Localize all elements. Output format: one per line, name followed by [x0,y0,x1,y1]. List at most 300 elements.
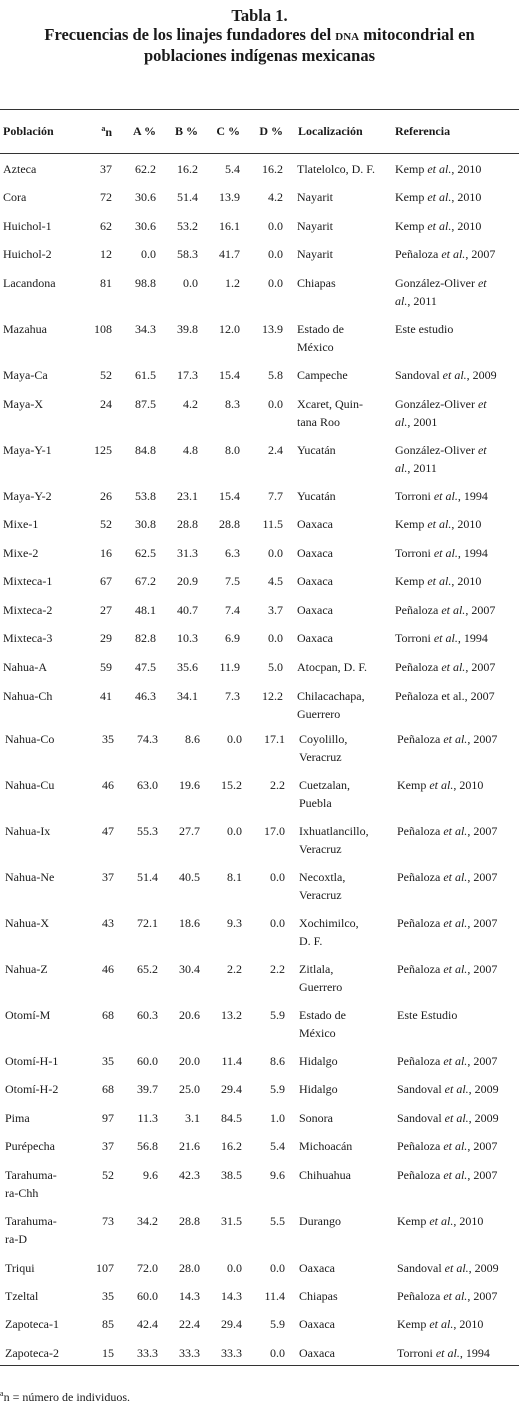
cell-text: Chilacachapa, [297,689,365,703]
cell-line [397,1259,499,1277]
italic-text: et al. [443,1289,468,1303]
cell-line [299,748,347,766]
cell-c: 8.3 [225,397,240,411]
cell-pob [5,1315,59,1333]
cell-pob [5,868,54,886]
cell-line [299,1006,346,1024]
cell-text: Guerrero [297,707,341,721]
cell-text: Tarahuma- [5,1214,57,1228]
cell-n: 26 [100,489,112,503]
cell-text: Maya-Ca [3,368,48,382]
cell-c: 0.0 [227,824,242,838]
cell-n: 68 [102,1008,114,1022]
cell-text: Kemp [395,190,428,204]
cell-ref [395,320,453,338]
italic-text: et al. [429,1214,454,1228]
cell-text: , 2011 [407,294,437,308]
cell-line [299,1212,341,1230]
cell-a: 84.8 [135,443,156,457]
cell-text: Kemp [397,1214,430,1228]
cell-loc [299,1315,335,1333]
bottom-rule [0,1365,519,1366]
cell-c: 15.4 [219,489,240,503]
cell-a: 39.7 [137,1082,158,1096]
cell-text: México [297,340,334,354]
cell-c: 13.2 [221,1008,242,1022]
cell-ref [395,395,487,431]
cell-text: , 2009 [468,1082,499,1096]
italic-text: et al. [443,1168,468,1182]
cell-line [297,160,375,178]
cell-line [395,160,481,178]
cell-line [5,1287,38,1305]
cell-ref [397,868,497,886]
cell-line [3,245,52,263]
italic-text: et al. [441,603,466,617]
cell-line [299,960,342,978]
cell-n: 46 [102,778,114,792]
cell-line [395,413,487,431]
cell-text: Peñaloza [397,870,444,884]
cell-text: Durango [299,1214,341,1228]
cell-text: , 2007 [467,1289,498,1303]
footnote-text: n = número de individuos. [3,1390,130,1404]
cell-text: Chihuahua [299,1168,351,1182]
cell-text: , 2010 [451,219,482,233]
cell-n: 43 [102,916,114,930]
header-n-superscript: a [101,124,106,133]
cell-text: , 1994 [457,489,488,503]
italic-text: et [477,397,487,411]
cell-text: Peñaloza [397,962,444,976]
cell-c: 84.5 [221,1111,242,1125]
cell-text: Este Estudio [397,1008,458,1022]
cell-a: 60.0 [137,1289,158,1303]
italic-text: et al. [427,162,452,176]
cell-pob [3,188,26,206]
cell-line [299,730,347,748]
cell-line [395,572,481,590]
cell-loc [297,160,375,178]
cell-text: González-Oliver [395,276,478,290]
cell-line [3,572,52,590]
cell-b: 25.0 [179,1082,200,1096]
cell-text: Nahua-Cu [5,778,55,792]
cell-c: 9.3 [227,916,242,930]
cell-text: Nahua-Z [5,962,48,976]
cell-line [297,658,367,676]
cell-text: Sonora [299,1111,333,1125]
italic-text: et al. [444,1082,469,1096]
cell-loc [299,1109,333,1127]
cell-line [3,320,47,338]
cell-line [395,601,495,619]
cell-d: 5.4 [270,1139,285,1153]
cell-line [299,822,369,840]
cell-b: 21.6 [179,1139,200,1153]
cell-c: 0.0 [227,1261,242,1275]
cell-d: 16.2 [262,162,283,176]
cell-line [299,1259,335,1277]
cell-c: 2.2 [227,962,242,976]
cell-text: Oaxaca [297,603,333,617]
cell-n: 46 [102,962,114,976]
cell-n: 15 [102,1346,114,1360]
cell-text: Peñaloza [397,1054,444,1068]
cell-c: 1.2 [225,276,240,290]
cell-line [299,1080,338,1098]
italic-text: et al. [443,824,468,838]
cell-text: Oaxaca [299,1317,335,1331]
cell-ref [395,245,495,263]
cell-a: 30.8 [135,517,156,531]
cell-line [395,658,495,676]
cell-d: 0.0 [268,276,283,290]
cell-line [297,601,333,619]
cell-a: 53.8 [135,489,156,503]
cell-n: 68 [102,1082,114,1096]
cell-a: 42.4 [137,1317,158,1331]
cell-text: Mixteca-2 [3,603,53,617]
cell-text: Tlatelolco, D. F. [297,162,376,176]
cell-d: 5.8 [268,368,283,382]
cell-line [395,366,497,384]
cell-line [297,515,333,533]
cell-text: Peñaloza [395,660,442,674]
italic-text: et [477,276,487,290]
cell-pob [3,544,38,562]
cell-line [5,868,54,886]
italic-text: et al. [427,190,452,204]
cell-d: 17.0 [264,824,285,838]
cell-ref [395,658,495,676]
cell-line [5,1006,50,1024]
cell-line [299,1315,335,1333]
cell-text: Oaxaca [297,631,333,645]
cell-text: , 2010 [451,190,482,204]
cell-text: Oaxaca [297,517,333,531]
cell-line [3,601,52,619]
cell-ref [397,1315,483,1333]
cell-line [297,366,348,384]
cell-ref [395,217,481,235]
italic-text: et al. [443,1139,468,1153]
cell-a: 55.3 [137,824,158,838]
cell-c: 29.4 [221,1317,242,1331]
cell-text: , 2007 [467,824,498,838]
cell-line [395,320,453,338]
cell-ref [395,274,487,310]
cell-c: 31.5 [221,1214,242,1228]
cell-pob [5,1287,38,1305]
cell-text: D. F. [299,934,323,948]
cell-c: 6.9 [225,631,240,645]
cell-c: 8.0 [225,443,240,457]
cell-text: , 2007 [467,732,498,746]
cell-line [3,366,48,384]
cell-n: 16 [100,546,112,560]
cell-line [297,687,365,705]
cell-line [395,629,488,647]
cell-line [397,1006,457,1024]
cell-line [395,459,487,477]
cell-n: 27 [100,603,112,617]
cell-pob [5,730,54,748]
cell-ref [397,730,497,748]
cell-text: Otomí-H-2 [5,1082,59,1096]
cell-text: , 1994 [459,1346,490,1360]
cell-text: González-Oliver [395,397,478,411]
cell-text: Zapoteca-1 [5,1317,59,1331]
cell-text: Peñaloza [397,1139,444,1153]
cell-pob [5,1109,30,1127]
cell-line [5,1080,58,1098]
cell-b: 40.5 [179,870,200,884]
cell-d: 0.0 [268,219,283,233]
cell-b: 3.1 [185,1111,200,1125]
italic-text: et al. [441,660,466,674]
cell-loc [297,572,333,590]
cell-text: Oaxaca [299,1346,335,1360]
cell-line [395,188,481,206]
cell-a: 65.2 [137,962,158,976]
cell-text: , 2007 [467,870,498,884]
cell-text: Kemp [395,517,428,531]
cell-b: 22.4 [179,1317,200,1331]
footnote [0,1389,130,1405]
cell-b: 4.2 [183,397,198,411]
cell-line [299,776,350,794]
italic-text: et [477,443,487,457]
cell-text: México [299,1026,336,1040]
cell-line [299,1052,338,1070]
cell-text: , 2007 [465,603,496,617]
cell-c: 6.3 [225,546,240,560]
cell-pob [3,629,52,647]
cell-b: 4.8 [183,443,198,457]
cell-line [5,1166,57,1184]
cell-c: 16.2 [221,1139,242,1153]
cell-pob [3,395,43,413]
cell-a: 62.2 [135,162,156,176]
cell-text: Maya-Y-1 [3,443,52,457]
cell-pob [3,487,52,505]
cell-n: 41 [100,689,112,703]
cell-d: 0.0 [268,397,283,411]
cell-pob [5,1052,58,1070]
footnote-superscript: a [0,1389,4,1398]
cell-line [5,1052,58,1070]
cell-line [5,1109,30,1127]
cell-text: Otomí-H-1 [5,1054,59,1068]
cell-ref [395,687,495,705]
cell-line [299,1166,351,1184]
cell-a: 82.8 [135,631,156,645]
cell-ref [395,572,481,590]
italic-text: et al. [427,219,452,233]
cell-pob [3,274,56,292]
cell-a: 87.5 [135,397,156,411]
cell-line [5,1230,57,1248]
italic-text: et al. [443,870,468,884]
cell-n: 35 [102,732,114,746]
cell-line [299,1137,352,1155]
cell-line [3,515,38,533]
cell-a: 62.5 [135,546,156,560]
cell-d: 12.2 [262,689,283,703]
cell-text: Coyolillo, [299,732,348,746]
cell-text: Pima [5,1111,30,1125]
cell-pob [5,1212,57,1248]
header-n [96,124,112,140]
header-a: A % [132,124,156,138]
cell-pob [3,572,52,590]
cell-line [3,544,38,562]
cell-text: , 2007 [465,660,496,674]
cell-line [297,338,344,356]
cell-line [397,1052,497,1070]
cell-text: Xcaret, Quin- [297,397,363,411]
cell-a: 47.5 [135,660,156,674]
cell-text: Campeche [297,368,348,382]
cell-n: 97 [102,1111,114,1125]
cell-line [3,188,26,206]
cell-text: , 2009 [468,1261,499,1275]
cell-loc [299,730,347,766]
cell-c: 12.0 [219,322,240,336]
cell-n: 67 [100,574,112,588]
cell-text: Sandoval [397,1261,445,1275]
cell-n: 12 [100,247,112,261]
cell-text: Veracruz [299,842,342,856]
cell-text: , 2010 [451,517,482,531]
cell-text: Oaxaca [299,1261,335,1275]
cell-n: 37 [100,162,112,176]
cell-text: Nahua-A [3,660,47,674]
cell-line [5,730,54,748]
cell-ref [397,776,483,794]
cell-d: 0.0 [268,247,283,261]
cell-text: , 2007 [467,962,498,976]
cell-ref [395,366,497,384]
header-n-label: n [105,125,112,139]
cell-d: 2.2 [270,778,285,792]
cell-line [3,441,52,459]
cell-a: 30.6 [135,219,156,233]
cell-b: 39.8 [177,322,198,336]
cell-a: 34.3 [135,322,156,336]
cell-text: Cora [3,190,27,204]
cell-b: 42.3 [179,1168,200,1182]
cell-line [395,217,481,235]
italic-text: al. [395,294,408,308]
cell-loc [297,274,336,292]
cell-a: 9.6 [143,1168,158,1182]
italic-text: et al. [444,1261,469,1275]
cell-line [397,914,497,932]
cell-a: 30.6 [135,190,156,204]
cell-line [397,960,497,978]
cell-d: 0.0 [270,870,285,884]
cell-text: Kemp [395,219,428,233]
cell-line [299,1344,335,1362]
cell-line [297,572,333,590]
top-rule [0,109,519,110]
cell-text: , 2010 [453,1317,484,1331]
cell-line [397,730,497,748]
cell-d: 4.5 [268,574,283,588]
cell-b: 20.6 [179,1008,200,1022]
cell-text: , 2010 [451,162,482,176]
table-title [0,6,519,65]
cell-text: Nahua-Ix [5,824,51,838]
cell-text: Huichol-2 [3,247,52,261]
cell-text: Zitlala, [299,962,334,976]
cell-ref [397,914,497,932]
cell-line [3,160,36,178]
cell-loc [299,914,359,950]
cell-pob [5,960,48,978]
cell-a: 46.3 [135,689,156,703]
cell-pob [3,441,52,459]
cell-b: 0.0 [183,276,198,290]
cell-d: 17.1 [264,732,285,746]
cell-line [3,687,52,705]
cell-ref [397,1052,497,1070]
cell-pob [3,160,36,178]
cell-c: 28.8 [219,517,240,531]
cell-d: 2.4 [268,443,283,457]
cell-c: 7.5 [225,574,240,588]
cell-b: 30.4 [179,962,200,976]
cell-d: 2.2 [270,962,285,976]
cell-d: 4.2 [268,190,283,204]
cell-pob [3,658,47,676]
title-dna-acronym: dna [335,28,360,44]
cell-text: Kemp [395,162,428,176]
cell-b: 10.3 [177,631,198,645]
cell-text: , 1994 [457,631,488,645]
cell-b: 31.3 [177,546,198,560]
cell-n: 35 [102,1289,114,1303]
cell-text: Purépecha [5,1139,55,1153]
cell-text: Torroni [395,631,434,645]
cell-text: , 2010 [451,574,482,588]
cell-text: Yucatán [297,489,336,503]
cell-c: 7.4 [225,603,240,617]
cell-text: , 2001 [407,415,438,429]
cell-line [5,1137,55,1155]
cell-loc [299,1080,338,1098]
cell-text: Estado de [297,322,344,336]
italic-text: et al. [427,574,452,588]
cell-ref [395,544,488,562]
cell-text: Xochimilco, [299,916,359,930]
cell-b: 28.8 [177,517,198,531]
cell-n: 37 [102,870,114,884]
header-d: D % [259,124,283,138]
cell-loc [297,441,336,459]
cell-b: 58.3 [177,247,198,261]
cell-line [5,822,50,840]
cell-ref [395,515,481,533]
cell-line [395,245,495,263]
cell-text: ra-Chh [5,1186,39,1200]
cell-pob [3,366,48,384]
cell-text: Sandoval [397,1111,445,1125]
cell-n: 47 [102,824,114,838]
cell-b: 8.6 [185,732,200,746]
